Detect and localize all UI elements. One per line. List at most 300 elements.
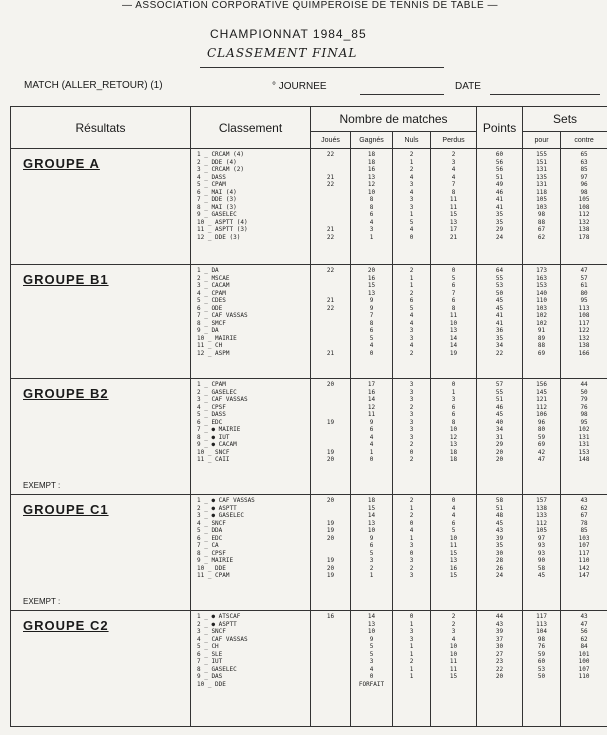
value-entry: 102	[536, 312, 547, 319]
value-entry: 113	[536, 620, 547, 628]
value-entry: 15	[449, 572, 458, 579]
value-column	[393, 265, 431, 379]
team-entry: 9 _ DA	[197, 327, 219, 334]
value-entry: 121	[536, 396, 547, 403]
value-entry: 3	[409, 396, 414, 403]
group-name: GROUPE C2	[23, 618, 109, 633]
value-column	[561, 495, 607, 611]
value-entry	[311, 166, 350, 174]
value-entry: 50	[537, 673, 546, 680]
value-entry: 2	[409, 151, 414, 158]
value-entry: 88	[537, 342, 546, 349]
value-entry: 51	[495, 173, 504, 181]
value-entry: 4	[409, 226, 414, 233]
value-column	[431, 265, 477, 379]
value-entry	[311, 282, 350, 290]
value-entry: 9	[369, 297, 374, 304]
value-entry: 147	[578, 572, 590, 579]
value-entry: 21	[326, 349, 335, 357]
value-entry: 0	[451, 381, 456, 388]
value-entry: 3	[409, 418, 414, 426]
value-entry: 4	[409, 527, 414, 534]
value-entry: 29	[495, 226, 504, 233]
value-entry: 53	[537, 665, 546, 673]
team-entry: 4 _ CPAM	[197, 289, 226, 297]
value-entry: 2	[369, 564, 374, 572]
value-entry: 44	[580, 381, 588, 388]
value-entry: 24	[495, 233, 504, 241]
value-entry: 31	[495, 433, 504, 441]
value-entry	[311, 159, 350, 167]
underline	[200, 67, 444, 68]
value-entry: 131	[578, 433, 590, 441]
value-entry: 15	[449, 211, 458, 218]
value-entry: 107	[578, 665, 590, 673]
value-entry: 2	[409, 456, 414, 463]
group-row	[11, 611, 607, 727]
value-entry	[311, 275, 350, 283]
value-column	[477, 149, 523, 265]
value-column	[431, 611, 477, 727]
value-entry: 2	[451, 151, 456, 158]
value-entry: 55	[495, 388, 504, 396]
team-entry: 9 _ GASELEC	[197, 211, 237, 218]
team-column	[191, 149, 311, 265]
team-entry: 5 _ CH	[197, 643, 219, 650]
value-entry: 8	[369, 196, 374, 203]
value-entry: 15	[449, 673, 458, 680]
team-entry: 6 _ EDC	[197, 534, 223, 542]
value-entry: 43	[580, 613, 588, 620]
team-column	[191, 379, 311, 495]
value-entry: 4	[369, 433, 374, 441]
value-entry: 1	[409, 643, 414, 650]
team-entry: 8 _ CPSF	[197, 549, 226, 557]
team-entry: 8 _ MAI (3)	[197, 203, 237, 211]
team-entry: 1 _ DA	[197, 267, 219, 274]
team-entry: 1 _ CPAM	[197, 381, 226, 388]
value-entry: 138	[578, 226, 590, 233]
value-entry: 20	[495, 456, 504, 463]
value-entry: 28	[495, 557, 504, 564]
value-column	[561, 265, 607, 379]
value-entry: 19	[326, 557, 335, 564]
value-entry: 10	[367, 527, 376, 534]
value-entry: 135	[536, 173, 547, 181]
value-entry	[477, 681, 522, 689]
value-entry: 3	[369, 226, 374, 233]
value-entry: 22	[326, 233, 335, 241]
value-entry: 1	[369, 233, 374, 241]
value-entry: 3	[409, 196, 414, 203]
value-entry	[523, 681, 560, 689]
value-entry: FORFAIT	[358, 680, 385, 688]
team-entry: 4 _ DASS	[197, 173, 226, 181]
value-entry: 3	[409, 411, 414, 418]
value-entry: 138	[578, 342, 590, 349]
value-entry: 117	[536, 613, 547, 620]
value-entry: 3	[409, 181, 414, 188]
value-entry: 10	[449, 643, 458, 650]
value-entry: 6	[409, 297, 414, 304]
value-entry: 5	[409, 218, 414, 226]
value-entry: 30	[495, 549, 504, 557]
value-entry: 1	[409, 274, 414, 282]
value-entry	[311, 327, 350, 335]
value-entry: 122	[578, 327, 590, 334]
value-entry: 106	[536, 411, 547, 418]
team-entry: 1 _ CRCAM (4)	[197, 151, 244, 158]
value-entry: 80	[537, 426, 546, 433]
value-entry	[311, 189, 350, 197]
team-entry: 9 _ DAS	[197, 673, 223, 680]
value-entry: 133	[536, 512, 547, 519]
value-entry: 14	[367, 613, 376, 620]
value-entry: 10	[449, 650, 458, 658]
value-column	[477, 265, 523, 379]
team-entry: 5 _ DASS	[197, 411, 226, 418]
team-column	[191, 265, 311, 379]
date-label: DATE	[455, 81, 481, 92]
value-entry: 2	[409, 497, 414, 504]
value-entry: 112	[536, 519, 547, 527]
value-entry: 5	[369, 643, 374, 650]
value-entry: 155	[536, 151, 547, 158]
value-entry: 142	[578, 564, 590, 572]
value-column	[477, 611, 523, 727]
value-entry: 156	[536, 381, 547, 388]
value-entry: 22	[495, 665, 504, 673]
value-entry: 1	[409, 650, 414, 658]
value-entry	[393, 681, 430, 689]
value-entry: 4	[409, 312, 414, 319]
value-entry: 0	[369, 456, 374, 463]
value-entry: 3	[409, 433, 414, 441]
value-entry: 0	[409, 519, 414, 527]
value-entry: 1	[409, 282, 414, 289]
value-entry	[311, 411, 350, 419]
value-entry: 13	[367, 620, 376, 628]
value-entry: 0	[409, 233, 414, 241]
value-entry	[311, 290, 350, 298]
value-entry: 3	[369, 658, 374, 665]
value-entry: 60	[495, 151, 504, 158]
classement-title: CLASSEMENT FINAL	[207, 46, 358, 60]
value-entry: 20	[367, 267, 376, 274]
value-entry: 55	[495, 274, 504, 282]
value-entry: 10	[367, 188, 376, 196]
team-entry: 9 _ MAIRIE	[197, 557, 234, 564]
value-entry: 11	[449, 665, 458, 673]
team-entry: 4 _ CAF VASSAS	[197, 635, 248, 643]
value-column	[561, 611, 607, 727]
value-entry: 59	[537, 650, 546, 658]
value-entry: 20	[326, 381, 335, 388]
value-entry: 4	[451, 512, 456, 519]
value-entry: 45	[495, 411, 504, 418]
value-column	[351, 265, 393, 379]
value-entry	[311, 396, 350, 404]
value-entry: 62	[580, 504, 588, 512]
value-entry: 23	[495, 658, 504, 665]
value-entry: 100	[578, 658, 590, 665]
value-entry: 84	[580, 643, 588, 650]
value-entry: 36	[495, 327, 504, 334]
value-column	[523, 611, 561, 727]
team-entry: 5 _ DDA	[197, 527, 223, 534]
value-entry: 110	[578, 673, 590, 680]
value-entry: 173	[536, 267, 547, 274]
value-entry: 49	[495, 181, 504, 188]
value-entry: 6	[451, 519, 456, 527]
value-entry: 15	[367, 282, 376, 289]
value-entry: 12	[367, 403, 376, 411]
value-column	[477, 379, 523, 495]
team-entry: 10 _ SNCF	[197, 448, 230, 456]
value-entry: 1	[451, 388, 456, 396]
value-entry: 53	[495, 282, 504, 289]
value-entry: 6	[451, 297, 456, 304]
value-entry: 62	[580, 635, 588, 643]
team-entry: 8 _ SMCF	[197, 319, 226, 327]
value-entry: 8	[369, 203, 374, 211]
value-entry: 17	[367, 381, 376, 388]
value-entry: 13	[367, 519, 376, 527]
value-entry: 45	[495, 304, 504, 312]
value-entry: 145	[536, 388, 547, 396]
value-entry: 65	[580, 151, 588, 158]
value-entry: 29	[495, 441, 504, 448]
value-entry: 62	[537, 233, 546, 241]
value-column	[561, 379, 607, 495]
exempt-label: EXEMPT :	[23, 597, 61, 606]
value-entry: 11	[449, 196, 458, 203]
team-entry: 2 _ ● ASPTT	[197, 620, 237, 628]
value-column	[393, 149, 431, 265]
value-entry: 2	[409, 403, 414, 411]
value-entry: 13	[449, 557, 458, 564]
team-entry: 5 _ CDES	[197, 297, 226, 304]
value-entry: 57	[580, 274, 588, 282]
value-entry: 140	[536, 289, 547, 297]
value-entry: 97	[537, 534, 546, 542]
value-entry: 78	[580, 519, 588, 527]
value-entry: 105	[536, 527, 547, 534]
value-entry: 178	[578, 233, 590, 241]
match-label: MATCH (ALLER_RETOUR) (1)	[24, 80, 163, 91]
value-entry: 2	[409, 166, 414, 173]
value-entry	[311, 673, 350, 681]
team-entry: 8 _ GASELEC	[197, 665, 237, 673]
value-entry	[311, 211, 350, 219]
team-entry: 11 _ ASPTT (3)	[197, 226, 248, 233]
value-entry: 56	[495, 158, 504, 166]
value-entry: 19	[449, 349, 458, 357]
col-nombre: Nombre de matches	[311, 107, 477, 132]
col-nuls: Nuls	[393, 132, 431, 149]
value-entry: 11	[367, 411, 376, 418]
value-column	[523, 379, 561, 495]
team-entry: 3 _ CAF VASSAS	[197, 396, 248, 403]
value-entry: 46	[495, 188, 504, 196]
value-entry: 3	[409, 388, 414, 396]
value-entry: 153	[578, 448, 590, 456]
value-entry: 51	[495, 396, 504, 403]
value-entry: 90	[537, 557, 546, 564]
value-entry	[561, 681, 607, 689]
value-entry: 88	[537, 218, 546, 226]
value-entry: 16	[326, 613, 335, 620]
value-entry: 63	[580, 158, 588, 166]
value-entry: 0	[409, 549, 414, 557]
value-entry	[311, 335, 350, 343]
group-cell	[11, 611, 191, 727]
team-entry: 10 _ MAIRIE	[197, 334, 237, 342]
team-entry: 6 _ EDC	[197, 418, 223, 426]
value-entry	[311, 636, 350, 644]
value-entry: 3	[409, 327, 414, 334]
value-entry: 22	[326, 151, 335, 158]
value-entry: 20	[326, 456, 335, 463]
value-column	[431, 379, 477, 495]
value-entry: 22	[326, 181, 335, 188]
value-entry: 0	[369, 349, 374, 357]
value-entry: 95	[580, 418, 588, 426]
value-entry: 45	[495, 519, 504, 527]
value-entry: 4	[409, 342, 414, 349]
team-entry: 7 _ ● MAIRIE	[197, 426, 241, 433]
value-entry	[311, 441, 350, 449]
value-column	[311, 149, 351, 265]
value-column	[351, 379, 393, 495]
value-entry: 42	[537, 448, 546, 456]
value-entry: 35	[495, 334, 504, 342]
value-entry: 18	[367, 158, 376, 166]
value-entry: 37	[495, 635, 504, 643]
value-entry: 50	[580, 388, 588, 396]
team-entry: 6 _ MAI (4)	[197, 188, 237, 196]
team-entry: 11 _ CPAM	[197, 572, 230, 579]
value-entry	[311, 204, 350, 212]
col-points: Points	[477, 107, 523, 149]
value-entry: 3	[451, 396, 456, 403]
group-cell	[11, 379, 191, 495]
value-entry: 6	[451, 411, 456, 418]
value-entry: 14	[367, 396, 376, 403]
value-entry: 113	[578, 304, 590, 312]
value-entry: 39	[495, 628, 504, 635]
value-entry	[311, 434, 350, 442]
value-entry: 101	[578, 650, 590, 658]
value-entry: 79	[580, 396, 588, 403]
value-entry: 93	[537, 549, 546, 557]
value-entry: 112	[578, 211, 590, 218]
team-entry: 12 _ DDE (3)	[197, 233, 241, 241]
group-cell	[11, 495, 191, 611]
value-entry: 6	[369, 542, 374, 549]
value-entry: 35	[495, 211, 504, 218]
value-entry: 76	[537, 643, 546, 650]
value-entry: 11	[449, 658, 458, 665]
value-entry: 2	[409, 658, 414, 665]
team-entry: 12 _ ASPM	[197, 349, 230, 357]
value-entry: 105	[578, 196, 590, 203]
value-entry: 19	[326, 572, 335, 579]
value-entry: 4	[451, 166, 456, 173]
team-entry: 2 _ ● ASPTT	[197, 504, 237, 512]
value-entry: 107	[578, 542, 590, 549]
value-entry: 3	[409, 203, 414, 211]
team-column	[191, 495, 311, 611]
value-entry: 131	[536, 166, 547, 173]
value-entry: 8	[369, 319, 374, 327]
value-entry: 16	[367, 166, 376, 173]
value-entry: 105	[536, 196, 547, 203]
value-entry: 18	[449, 456, 458, 463]
value-entry: 76	[580, 403, 588, 411]
value-entry: 0	[451, 267, 456, 274]
value-entry	[311, 550, 350, 558]
group-row	[11, 379, 607, 495]
value-entry: 8	[451, 304, 456, 312]
team-entry: 7 _ CA	[197, 542, 219, 549]
value-entry: 18	[449, 448, 458, 456]
value-entry: 157	[536, 497, 547, 504]
value-entry: 14	[449, 342, 458, 349]
value-entry: 2	[409, 349, 414, 357]
value-entry: 0	[409, 448, 414, 456]
col-contre: contre	[561, 132, 607, 149]
team-entry: 4 _ CPSF	[197, 403, 226, 411]
value-entry: 4	[369, 665, 374, 673]
col-pour: pour	[523, 132, 561, 149]
value-entry: 3	[451, 628, 456, 635]
value-entry: 1	[409, 673, 414, 680]
value-entry: 5	[369, 334, 374, 342]
value-entry: 1	[409, 665, 414, 673]
value-entry: 9	[369, 534, 374, 542]
value-entry: 108	[578, 203, 590, 211]
value-entry	[311, 312, 350, 320]
value-entry: 131	[578, 441, 590, 448]
value-entry: 7	[451, 289, 456, 297]
value-entry	[311, 628, 350, 636]
value-entry: 132	[578, 218, 590, 226]
value-entry: 35	[495, 542, 504, 549]
value-entry	[311, 651, 350, 659]
value-entry	[311, 389, 350, 397]
value-entry: 2	[451, 613, 456, 620]
value-entry: 151	[536, 158, 547, 166]
value-entry: 98	[537, 211, 546, 218]
team-entry: 3 _ SNCF	[197, 628, 226, 635]
value-entry: 51	[495, 504, 504, 512]
group-cell	[11, 265, 191, 379]
value-entry: 1	[409, 504, 414, 512]
value-entry: 8	[451, 418, 456, 426]
team-entry: 11 _ CAII	[197, 456, 230, 463]
value-entry: 4	[369, 342, 374, 349]
value-entry: 10	[449, 534, 458, 542]
value-entry	[311, 342, 350, 350]
value-entry: 58	[495, 497, 504, 504]
value-column	[523, 495, 561, 611]
value-entry: 41	[495, 319, 504, 327]
value-entry: 45	[537, 572, 546, 579]
value-entry: 3	[369, 557, 374, 564]
value-entry: 56	[580, 628, 588, 635]
team-entry: 2 _ DDE (4)	[197, 158, 237, 166]
